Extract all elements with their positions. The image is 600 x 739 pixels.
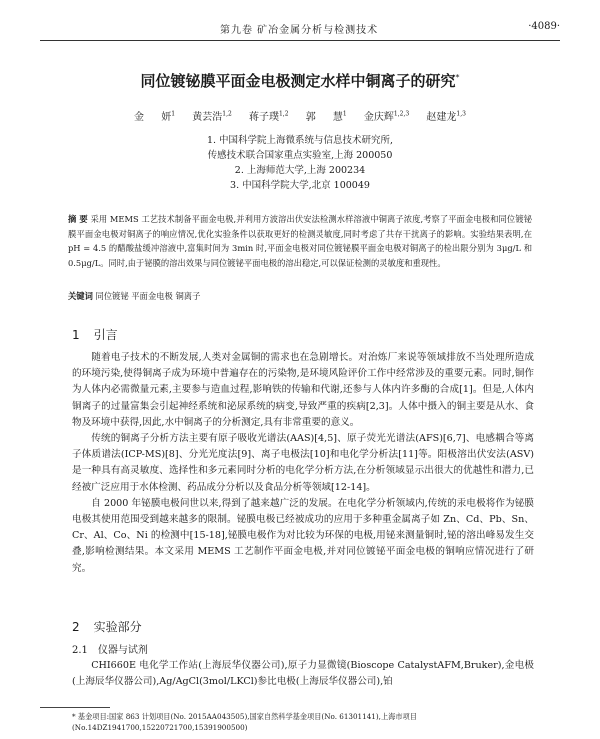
- author-name: 金 妍: [134, 112, 172, 123]
- section-number: 1: [72, 328, 80, 342]
- body-paragraph: 自 2000 年铋膜电极问世以来,得到了越来越广泛的发展。在电化学分析领域内,传统的汞电极将作为铋膜电极其使用范围受到越来越多的限制。铋膜电极已经被成功的应用于多种重金属离子如 Zn、Cd、Pb、Sn、Cr、Al、Co、Ni 的检测中[15-18],铋膜电极作为对比较为环保的电极,用铋来测量铜时,铋的溶出峰易发生交叠,影响检测结果。本文采用 MEMS 工艺制作平面金电极,并对同位镀铋平面金电极的铜响应情况进行了研究。: [72, 497, 534, 574]
- subsection-heading: [72, 641, 148, 656]
- affiliation-line: 2. 上海师范大学,上海 200234: [234, 165, 366, 176]
- section-title: 引言: [93, 328, 118, 342]
- affiliation-line: 传感技术联合国家重点实验室,上海 200050: [207, 150, 393, 161]
- keywords-text: 同位镀铋 平面金电极 铜离子: [95, 291, 201, 301]
- abstract: [68, 212, 532, 270]
- section-number: 2: [72, 620, 80, 634]
- body-paragraph: 传统的铜离子分析方法主要有原子吸收光谱法(AAS)[4,5]、原子荧光光谱法(AFS)[6,7]、电感耦合等离子体质谱法(ICP-MS)[8]、分光光度法[9]、离子电极法[10]和电化学分析法[11]等。阳极溶出伏安法(ASV)是一种具有高灵敏度、选择性和多元素同时分析的电化学分析方法,在分析领域显示出很大的优越性和潜力,已经被广泛应用于水体检测、药品成分分析以及食品分析等领域[12-14]。: [72, 433, 534, 493]
- section-heading-experimental: [72, 618, 142, 635]
- author-name: 黄芸浩: [192, 112, 223, 123]
- body-paragraph: 随着电子技术的不断发展,人类对金属铜的需求也在急剧增长。对治炼厂来说等领域排放不当处理所造成的环境污染,使得铜离子成为环境中普遍存在的污染物,是环境风险评价工作中经常涉及的重要元素。同时,铜作为人体内必需微量元素,主要参与造血过程,影响铁的传输和代谢,还参与人体内许多酶的合成[1]。但是,人体内铜离子的过量富集会引起神经系统和泌尿系统的病变,导致严重的疾病[2,3]。人体中摄入的铜主要是从水、食物及环境中获得,因此,水中铜离子的分析测定,具有非常重要的意义。: [72, 352, 534, 428]
- journal-name: 第九卷 矿冶金属分析与检测技术: [220, 25, 379, 36]
- keywords: [68, 290, 532, 302]
- section-title: 实验部分: [93, 620, 142, 634]
- author-affiliation-mark: 1: [171, 110, 176, 118]
- subsection-number: 2.1: [72, 645, 88, 656]
- affiliation-line: 3. 中国科学院大学,北京 100049: [230, 180, 370, 191]
- funding-footnote: * 基金项目:国家 863 计划项目(No. 2015AA043505),国家自然科学基金项目(No. 61301141),上海市项目(No.14DZ1941700,15220721700,15391900500): [72, 712, 417, 732]
- author-affiliation-mark: 1,3: [456, 110, 466, 118]
- introduction-body: [72, 350, 534, 577]
- running-head: [40, 18, 560, 41]
- author-list: [40, 108, 560, 123]
- paper-title: [40, 70, 560, 91]
- section-heading-introduction: [72, 326, 118, 343]
- abstract-text: 采用 MEMS 工艺技术制备平面金电极,并利用方波溶出伏安法检测水样溶液中铜离子浓度,考察了平面金电极和同位镀铋膜平面金电极对铜离子的响应情况,优化实验条件以获取更好的检测灵敏度,同时考虑了共存干扰离子的影响。实验结果表明,在 pH = 4.5 的醋酸盐缓冲溶液中,富集时间为 3min 时,平面金电极对同位镀铋膜平面金电极对铜离子的检出限分别为 3μg/L 和 0.5μg/L。同时,由于铋膜的溶出效果与同位镀铋平面电极的溶出稳定,可以保证检测的灵敏度和重现性。: [68, 214, 532, 268]
- author-affiliation-mark: 1,2,3: [393, 110, 410, 118]
- author-affiliation-mark: 1,2: [278, 110, 289, 118]
- page-number: ·4089·: [528, 21, 560, 32]
- author-name: 金庆辉: [363, 112, 394, 123]
- body-paragraph: CHI660E 电化学工作站(上海辰华仪器公司),原子力显微镜(Bioscope CatalystAFM,Bruker),金电极(上海辰华仪器公司),Ag/AgCl(3mol/LKCl)参比电极(上海辰华仪器公司),铂: [72, 660, 534, 688]
- author-name: 赵建龙: [426, 112, 457, 123]
- abstract-label: 摘 要: [68, 214, 88, 224]
- footnote-rule: [40, 707, 110, 708]
- author-name: 郭 慧: [305, 112, 343, 123]
- keywords-label: 关键词: [68, 291, 93, 301]
- author-name: 蒋子璞: [248, 112, 279, 123]
- affiliation-line: 1. 中国科学院上海微系统与信息技术研究所,: [206, 135, 394, 146]
- author-affiliation-mark: 1,2: [222, 110, 232, 118]
- experimental-body: [72, 658, 534, 690]
- paper-title-text: 同位镀铋膜平面金电极测定水样中铜离子的研究: [140, 72, 456, 90]
- title-footnote-mark: *: [455, 73, 460, 82]
- author-affiliation-mark: 1: [342, 110, 347, 118]
- subsection-title: 仪器与试剂: [97, 645, 148, 656]
